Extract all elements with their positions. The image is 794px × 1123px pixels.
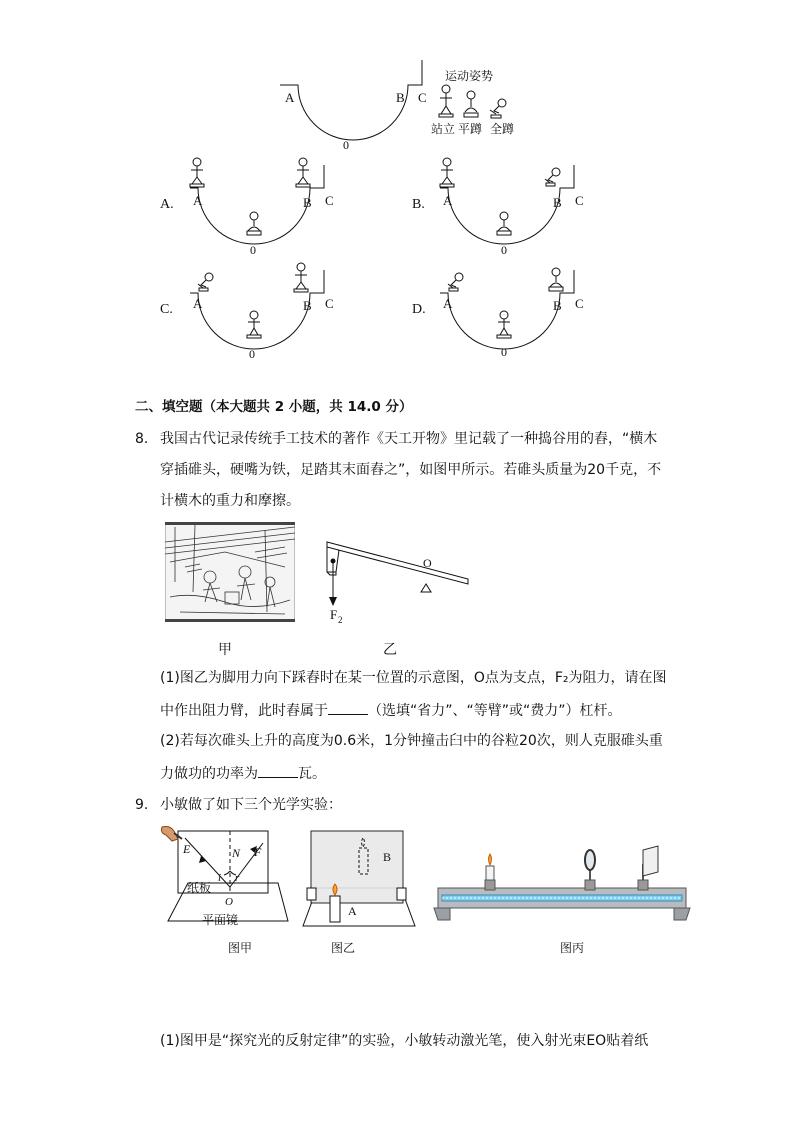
legend-title: 运动姿势 [445,69,494,83]
q8-sub2-line1: (2)若每次碓头上升的高度为0.6米，1分钟撞击臼中的谷粒20次，则人克服碓头重 [160,733,663,749]
option-a-label-A: A [193,193,203,208]
legend-item-full-squat: 全蹲 [490,122,515,136]
standing-figure-icon [497,311,511,338]
option-c-label-O: 0 [249,347,255,361]
lever-label-F: F [330,607,338,622]
light-screen-icon [638,846,658,890]
hand-laser-pointer-icon [162,827,183,842]
q9-number: 9. [135,797,149,813]
svg-text:F: F [254,845,262,859]
q8-sub2-line2-b: 瓦。 [298,766,326,782]
q9-intro: 小敏做了如下三个光学实验： [160,797,342,813]
half-squat-figure-icon [549,268,563,291]
standing-figure-icon [296,158,310,187]
fig-jia-caption: 甲 [218,642,232,658]
fig1-board-label: 纸板 [187,881,212,895]
option-d-label-C: C [575,296,584,311]
pestle-engraving-image [165,522,295,622]
standing-figure-icon [436,84,456,120]
answer-blank-power[interactable] [258,763,298,778]
svg-text:r: r [235,872,240,884]
option-c-label-B: B [303,298,312,313]
standing-figure-icon [294,263,308,292]
q8-line2: 穿插碓头，硬嘴为铁，足踏其末面舂之”，如图甲所示。若碓头质量为20千克，不 [160,462,662,478]
lever-label-O: O [423,556,432,570]
option-d-diagram [435,260,595,355]
label-O: 0 [343,138,349,152]
option-d-label-A: A [443,296,453,311]
standing-figure-icon [247,311,261,338]
q9-sub1: (1)图甲是“探究光的反射定律”的实验，小敏转动激光笔，使入射光束EO贴着纸 [160,1033,649,1049]
q8-sub1-line2-a: 中作出阻力臂，此时舂属于 [160,703,328,719]
fig3-caption: 图丙 [560,941,585,955]
full-squat-figure-icon [487,98,509,120]
q8-line3: 计横木的重力和摩擦。 [160,493,300,509]
fig-yi-caption: 乙 [383,642,397,658]
half-squat-figure-icon [247,212,261,235]
option-b-label-B: B [553,195,562,210]
option-b-label-C: C [575,193,584,208]
option-d-label-O: 0 [501,345,507,359]
lever-label-F-sub: 2 [338,615,343,625]
candle-icon [485,854,495,890]
q8-sub2-line2 [160,763,326,784]
standing-figure-icon [190,158,204,187]
option-a-label-O: 0 [250,243,256,257]
svg-text:i: i [218,872,222,884]
section-heading: 二、填空题（本大题共 2 小题，共 14.0 分） [135,399,413,415]
option-a-label-C: C [325,193,334,208]
option-a-label-B: B [303,195,312,210]
full-squat-figure-icon [198,273,213,291]
fig1-caption: 图甲 [228,941,253,955]
full-squat-figure-icon [448,273,463,291]
label-C: C [418,90,427,105]
svg-text:A: A [348,904,357,918]
optical-bench-rail [434,888,690,920]
option-b-label-O: 0 [501,243,507,257]
convex-lens-icon [585,850,595,890]
full-squat-figure-icon [545,168,560,186]
half-squat-figure-icon [497,212,511,235]
option-a-letter[interactable]: A. [160,197,174,212]
answer-blank-lever-type[interactable] [328,700,368,715]
label-B: B [396,90,405,105]
option-b-diagram [435,155,595,250]
half-squat-figure-icon [461,90,481,120]
plane-mirror-imaging-figure [293,828,425,930]
option-c-diagram [185,260,345,355]
svg-text:O: O [225,896,233,908]
fig1-mirror-label: 平面镜 [202,913,239,927]
standing-figure-icon [440,158,454,187]
option-d-letter[interactable]: D. [412,302,426,317]
q8-line1: 我国古代记录传统手工技术的著作《天工开物》里记载了一种捣谷用的舂，“横木 [160,431,658,447]
option-a-diagram [185,155,345,250]
legend-item-half-squat: 平蹲 [458,122,483,136]
option-b-label-A: A [443,193,453,208]
legend-item-standing: 站立 [431,122,456,136]
svg-text:E: E [183,842,191,856]
option-d-label-B: B [553,298,562,313]
svg-text:B: B [383,850,392,864]
q8-sub1-line1: (1)图乙为脚用力向下踩舂时在某一位置的示意图，O点为支点，F₂为阻力，请在图 [160,670,667,686]
q8-sub1-line2-b: （选填“省力”、“等臂”或“费力”）杠杆。 [368,703,622,719]
option-b-letter[interactable]: B. [412,197,425,212]
option-c-label-C: C [325,296,334,311]
option-c-label-A: A [193,296,203,311]
q8-sub2-line2-a: 力做功的功率为 [160,766,258,782]
q8-sub1-line2 [160,700,622,721]
svg-text:N: N [232,846,241,860]
optical-bench-figure [430,840,695,925]
fig2-caption: 图乙 [331,941,356,955]
lever-diagram [322,537,472,629]
label-A: A [285,90,295,105]
option-c-letter[interactable]: C. [160,302,173,317]
q8-number: 8. [135,431,149,447]
